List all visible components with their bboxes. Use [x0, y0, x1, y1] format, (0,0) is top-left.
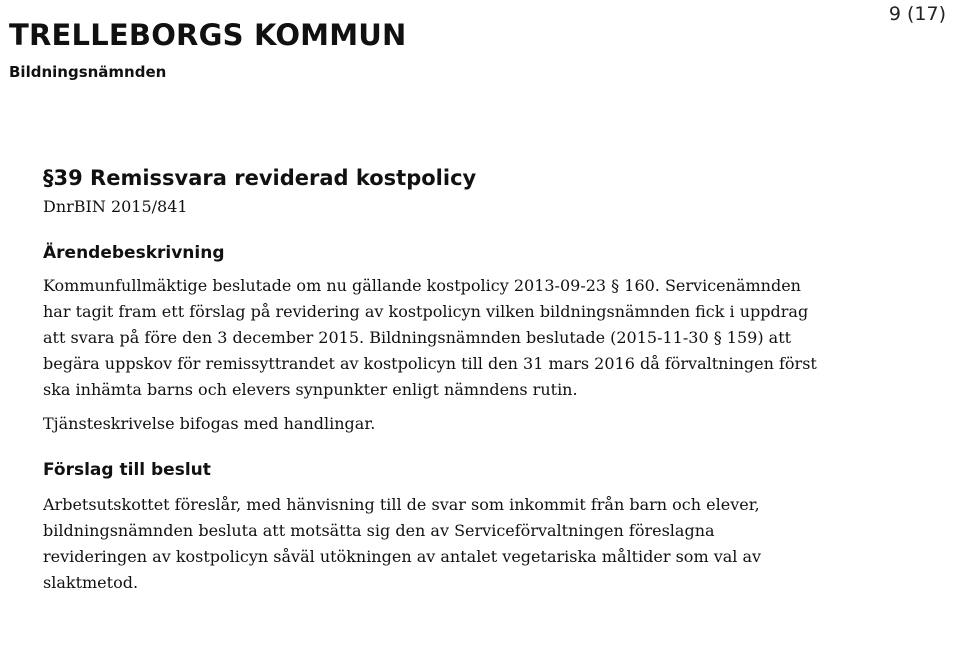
case-description-text: Kommunfullmäktige beslutade om nu gällande kostpolicy 2013-09-23 § 160. Servicenämnden har tagit fram ett förslag på revidering av kostpolicyn vilken bildningsnämnden fick i uppdrag att svara på före den 3 december 2015. Bildningsnämnden beslutade (2015-11-30 § 159) att begära uppskov för remissyttrandet av kostpolicyn till den 31 mars 2016 då förvaltningen först ska inhämta barns och elevers synpunkter enligt nämndens rutin.	[43, 276, 817, 399]
organization-title: TRELLEBORGS KOMMUN	[9, 18, 407, 52]
section-heading: §39 Remissvara reviderad kostpolicy	[43, 166, 477, 190]
page-number: 9 (17)	[888, 3, 946, 25]
case-number: DnrBIN 2015/841	[43, 197, 188, 216]
document-body	[43, 163, 943, 596]
proposal-heading: Förslag till beslut	[43, 460, 211, 480]
committee-name: Bildningsnämnden	[9, 63, 167, 81]
attachment-note: Tjänsteskrivelse bifogas med handlingar.	[43, 414, 376, 433]
case-description-heading: Ärendebeskrivning	[43, 243, 225, 263]
proposal-text: Arbetsutskottet föreslår, med hänvisning till de svar som inkommit från barn och elever, bildningsnämnden besluta att motsätta sig den av Serviceförvaltningen föreslagna revideringen av kostpolicyn såväl utökningen av antalet vegetariska måltider som val av slaktmetod.	[43, 495, 762, 592]
